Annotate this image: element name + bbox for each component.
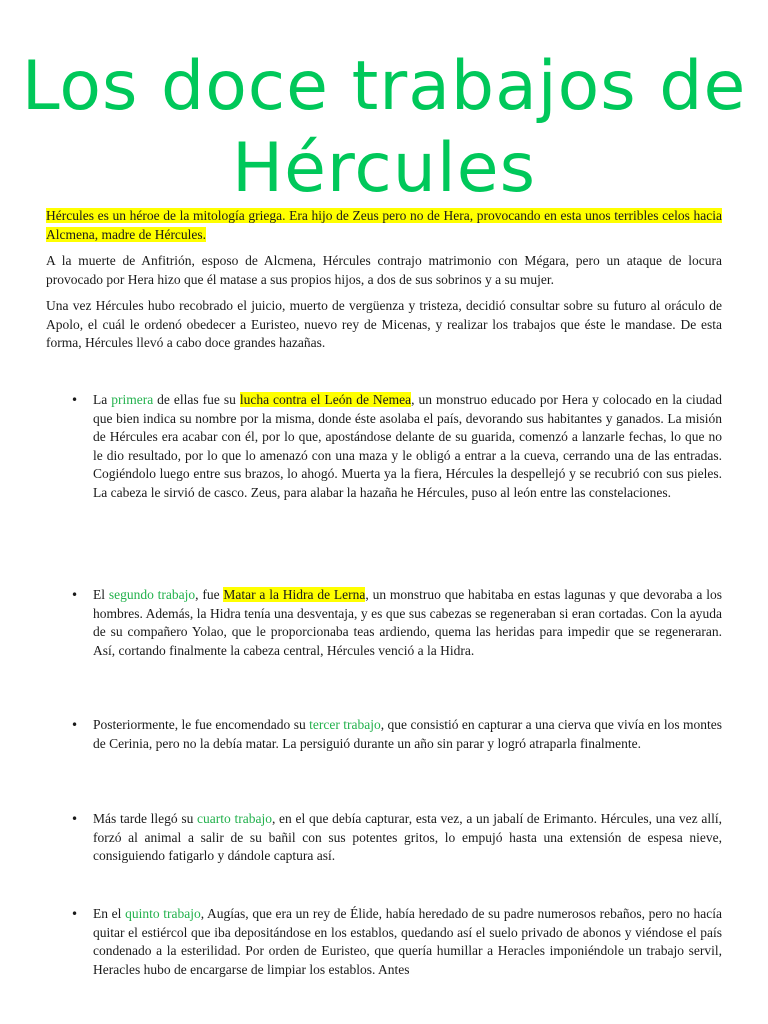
item-text: Más tarde llegó su bbox=[93, 811, 198, 826]
item-text: , que consistió en capturar a una cierva que vivía en los montes de Cerinia, pero no la debía matar. La persiguió durante un año sin parar y logró atraparla finalmente. bbox=[93, 717, 723, 751]
item-text: , fue bbox=[195, 587, 224, 602]
item-text: , un monstruo educado por Hera y colocado en la ciudad que bien indica su nombre por la misma, donde éste asolaba el país, devorando sus habitantes y ganados. La misión de Hércules era acabar con él, por lo que, apostándose delante de su guarida, comenzó a lanzarle fechas, lo que no le dio resultado, por lo que lo amenazó con una maza y le obligó a entrar a la cueva, cerrando una de las entradas. Cogiéndolo luego entre sus brazos, lo ahogó. Muerta ya la fiera, Hércules la despellejó y se recubrió con sus pieles. La cabeza le sirvió de casco. Zeus, para alabar la hazaña he Hércules, puso al león entre las constelaciones. bbox=[93, 392, 722, 500]
keyword-text: quinto trabajo bbox=[125, 906, 201, 921]
highlighted-text: Hércules es un héroe de la mitología griega. Era hijo de Zeus pero no de Hera, provocando en esta unos terribles celos hacia Alcmena, madre de Hércules. bbox=[46, 208, 722, 242]
bullet-icon: • bbox=[71, 588, 79, 602]
item-text: Posteriormente, le fue encomendado su bbox=[93, 717, 310, 732]
keyword-text: segundo trabajo bbox=[108, 587, 196, 602]
item-text: El bbox=[93, 587, 109, 602]
keyword-text: tercer trabajo bbox=[309, 717, 381, 732]
item-text: La bbox=[93, 392, 112, 407]
keyword-text: cuarto trabajo bbox=[197, 811, 272, 826]
intro-paragraph-1 bbox=[46, 207, 722, 244]
bullet-icon: • bbox=[71, 393, 79, 407]
list-item-4 bbox=[93, 810, 722, 866]
list-item-2 bbox=[93, 586, 722, 660]
bullet-icon: • bbox=[71, 907, 79, 921]
item-text: En el bbox=[93, 906, 126, 921]
item-text: , Augías, que era un rey de Élide, había heredado de su padre numerosos rebaños, pero no hacía quitar el estiércol que iba depositándose en los establos, quedando así el suelo privado de abonos y viéndose el país condenado a la esterilidad. Por orden de Euristeo, que quería humillar a Heracles imponiéndole un trabajo servil, Heracles hubo de encargarse de limpiar los establos. Antes bbox=[93, 906, 722, 977]
highlighted-text: Matar a la Hidra de Lerna bbox=[223, 587, 366, 602]
list-item-5 bbox=[93, 905, 722, 979]
item-text: , un monstruo que habitaba en estas lagunas y que devoraba a los hombres. Además, la Hidra tenía una desventaja, y es que sus cabezas se regeneraban si eran cortadas. Con la ayuda de su compañero Yolao, que le proporcionaba teas ardiendo, quema las heridas para impedir que se regeneraran. Así, cortando finalmente la cabeza central, Hércules venció a la Hidra. bbox=[93, 587, 722, 658]
intro-paragraph-3: Una vez Hércules hubo recobrado el juicio, muerto de vergüenza y tristeza, decidió consultar sobre su futuro al oráculo de Apolo, el cuál le ordenó obedecer a Euristeo, nuevo rey de Micenas, y realizar los trabajos que éste le mandase. De esta forma, Hércules llevó a cabo doce grandes hazañas. bbox=[46, 298, 722, 350]
page-title: Los doce trabajos de Hércules bbox=[21, 47, 747, 208]
list-item-1 bbox=[93, 391, 722, 502]
bullet-icon: • bbox=[71, 812, 79, 826]
item-text: , en el que debía capturar, esta vez, a un jabalí de Erimanto. Hércules, una vez allí, forzó al animal a salir de su bañil con sus potentes gritos, lo empujó hasta una extensión de espesa nieve, consiguiendo fatigarlo y dándole captura así. bbox=[93, 811, 722, 863]
list-item-3 bbox=[93, 716, 722, 753]
keyword-text: primera bbox=[111, 392, 154, 407]
item-text: de ellas fue su bbox=[153, 392, 240, 407]
highlighted-text: lucha contra el León de Nemea bbox=[239, 392, 412, 407]
bullet-icon: • bbox=[71, 718, 79, 732]
intro-paragraph-2: A la muerte de Anfitrión, esposo de Alcmena, Hércules contrajo matrimonio con Mégara, pero un ataque de locura provocado por Hera hizo que él matase a sus propios hijos, a dos de sus sobrinos y a su mujer. bbox=[46, 253, 722, 287]
